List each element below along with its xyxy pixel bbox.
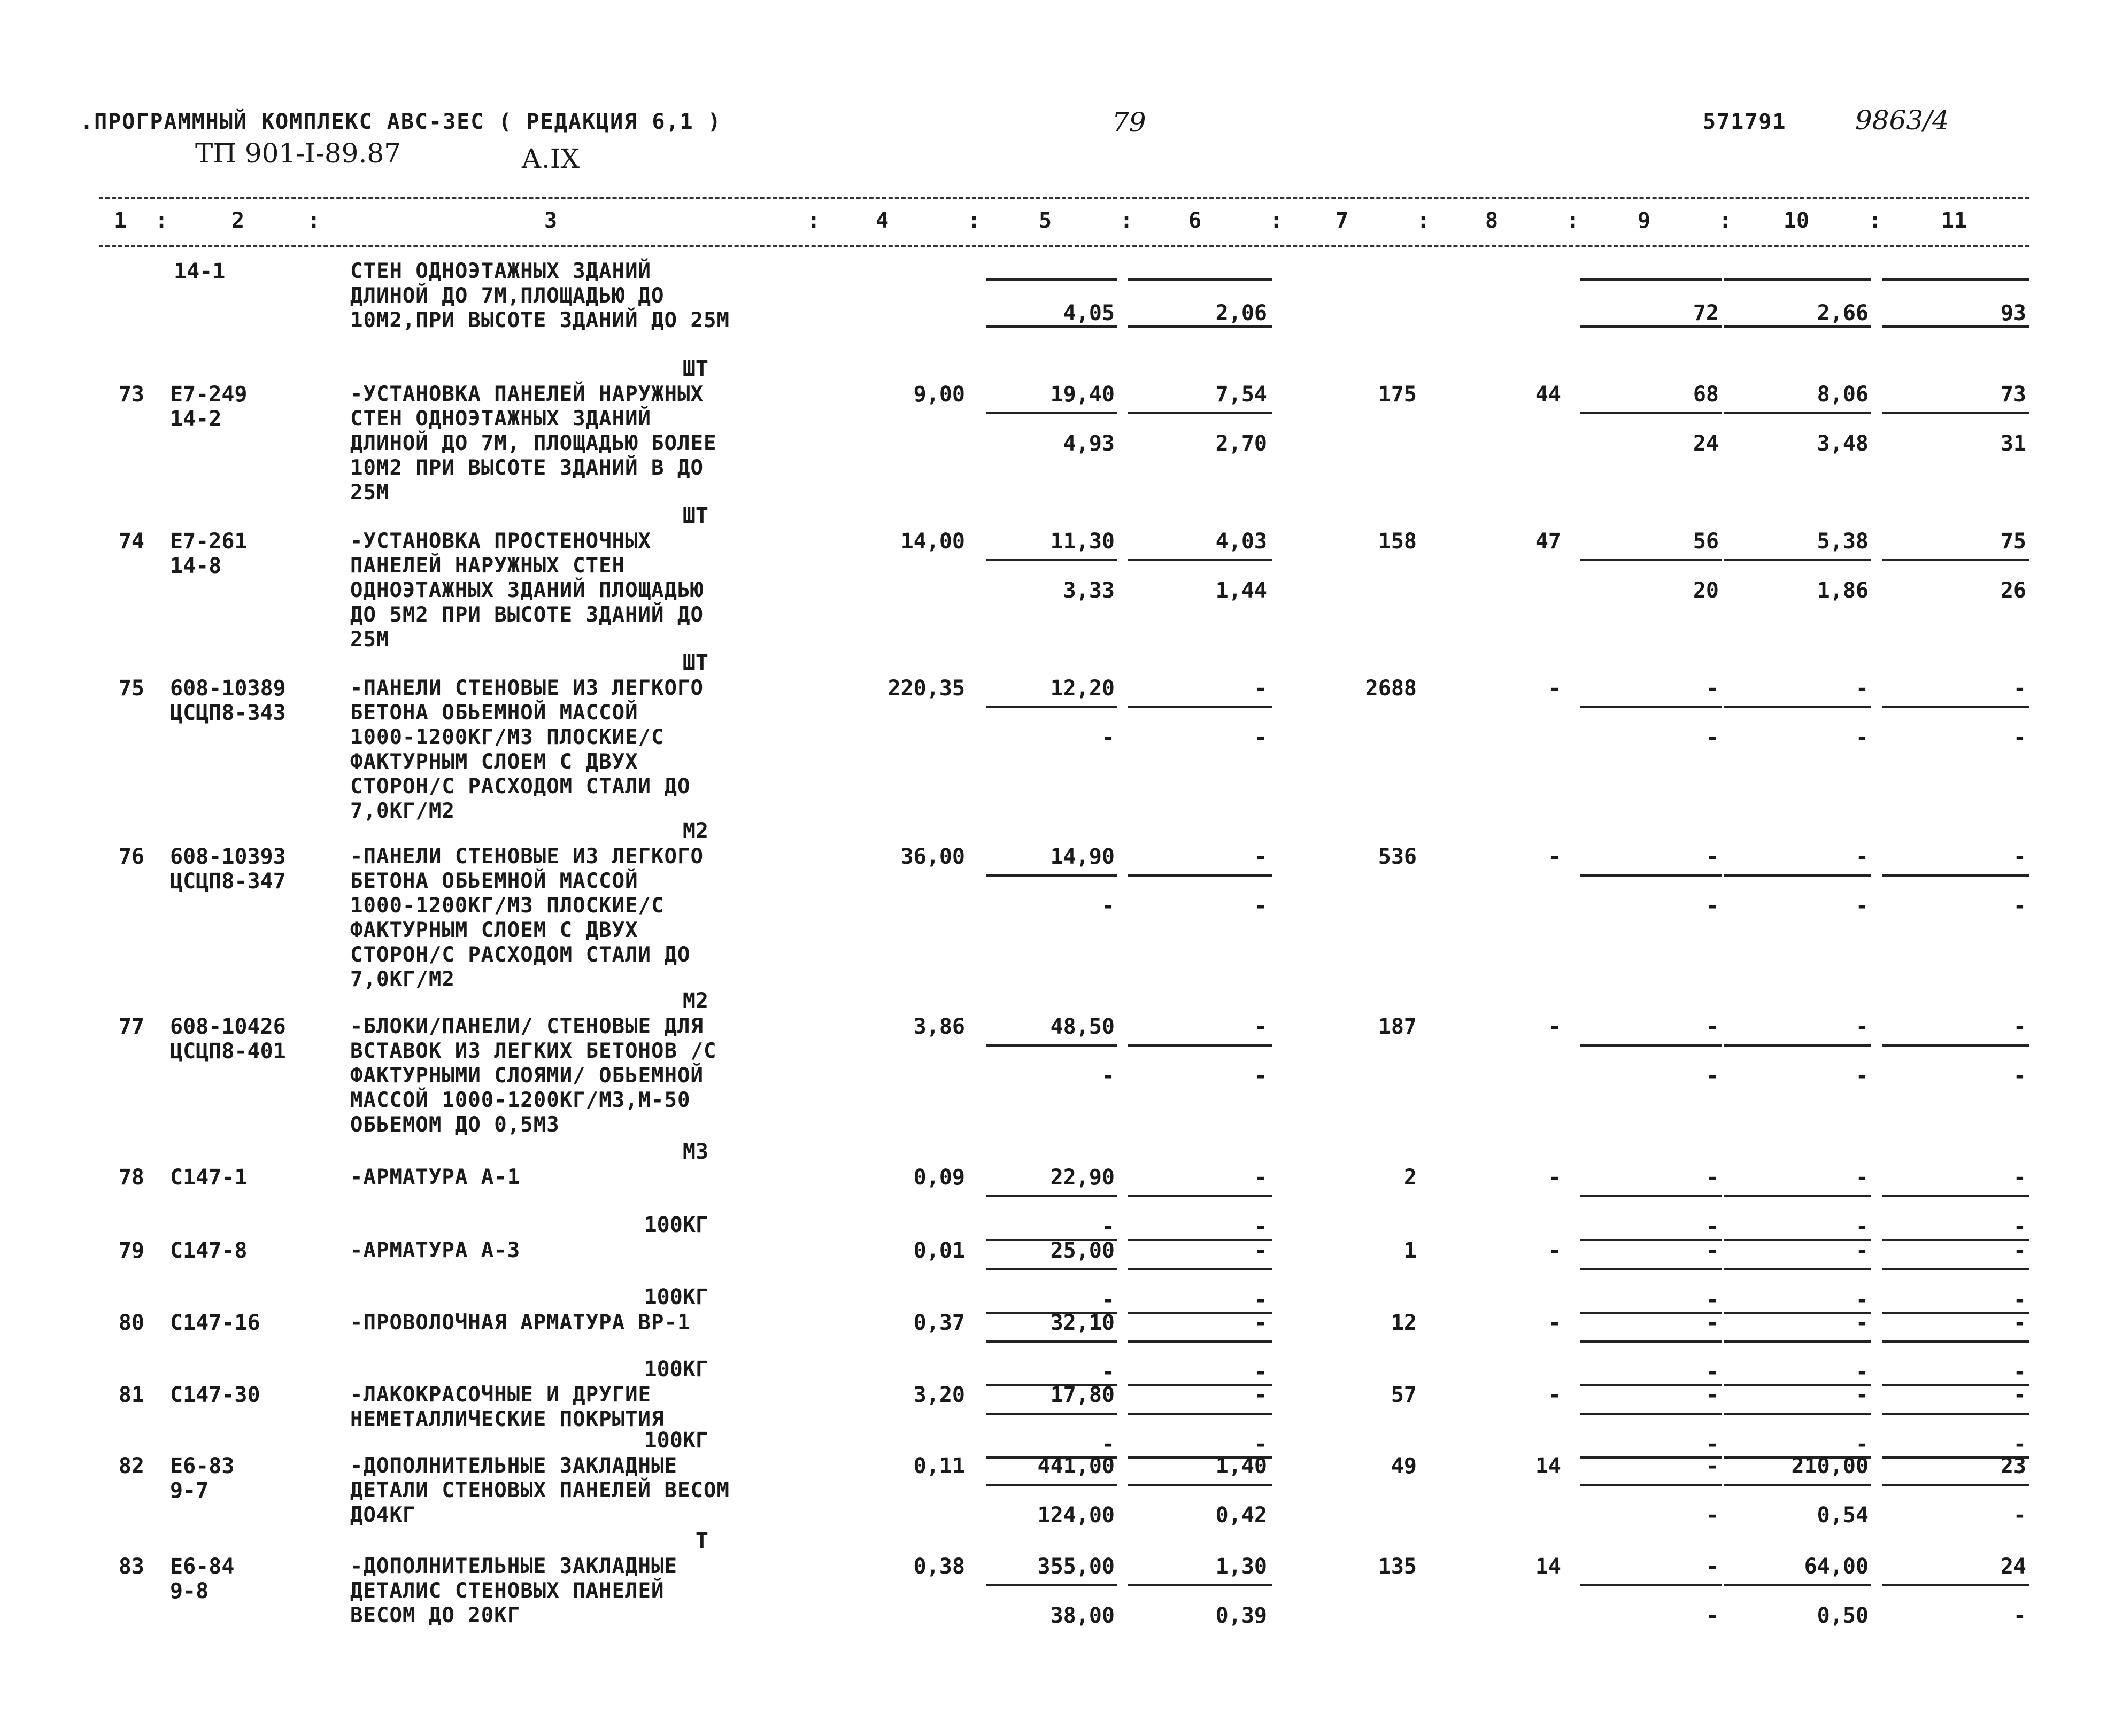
value-line	[1724, 278, 1871, 281]
value-c9-top: 68	[1693, 382, 1719, 407]
unit-label: Т	[695, 1529, 708, 1553]
value-c11-top: 23	[2000, 1454, 2026, 1478]
value-c8: -	[1548, 1383, 1561, 1407]
value-c5-top: 19,40	[1050, 382, 1115, 407]
value-line	[1724, 1044, 1871, 1047]
value-c5-top: 25,00	[1050, 1238, 1115, 1263]
value-c4: 9,00	[913, 382, 965, 407]
value-c9-bottom: -	[1705, 1360, 1719, 1384]
work-description: СТЕН ОДНОЭТАЖНЫХ ЗДАНИЙ ДЛИНОЙ ДО 7М,ПЛОЩАДЬЮ ДО 10М2,ПРИ ВЫСОТЕ ЗДАНИЙ ДО 25М	[350, 259, 730, 332]
value-c11-bottom: -	[2013, 1603, 2026, 1628]
value-c11-bottom: -	[2013, 894, 2026, 918]
value-line	[1580, 1195, 1722, 1197]
value-c10-top: -	[1855, 1238, 1869, 1263]
work-description: -ДОПОЛНИТЕЛЬНЫЕ ЗАКЛАДНЫЕ ДЕТАЛИ СТЕНОВЫХ ПАНЕЛЕЙ ВЕСОМ ДО4КГ	[350, 1454, 730, 1527]
value-c10-top: -	[1855, 676, 1869, 701]
value-c9-top: -	[1705, 844, 1719, 869]
value-line	[1580, 1484, 1722, 1486]
value-line	[1128, 706, 1272, 708]
value-line	[986, 1268, 1117, 1270]
value-c9-top: -	[1705, 1311, 1719, 1335]
value-c5-bottom: -	[1101, 1360, 1115, 1384]
unit-label: ШТ	[682, 356, 708, 381]
value-c6-bottom: -	[1254, 1360, 1267, 1384]
value-c7: 2688	[1365, 676, 1417, 701]
value-c4: 0,37	[913, 1311, 965, 1335]
value-c5-bottom: -	[1101, 1288, 1115, 1312]
value-c11-bottom: 93	[2000, 301, 2026, 326]
value-line	[986, 1584, 1117, 1586]
table-top-rule	[99, 197, 2029, 199]
value-line	[1724, 1195, 1871, 1197]
value-c4: 0,09	[913, 1165, 965, 1190]
value-c6-bottom: -	[1254, 1288, 1267, 1312]
value-line	[1882, 1340, 2029, 1343]
value-c9-top: -	[1705, 676, 1719, 701]
value-c11-bottom: 26	[2000, 578, 2026, 603]
value-c9-top: -	[1705, 1454, 1719, 1478]
value-c5-top: 32,10	[1050, 1311, 1115, 1335]
value-line	[986, 1340, 1117, 1343]
value-c9-bottom: -	[1705, 1288, 1719, 1312]
value-c5-bottom: 4,93	[1063, 431, 1115, 456]
basis-code: ЦСЦП8-347	[170, 869, 286, 894]
value-c11-top: -	[2013, 844, 2026, 869]
row-number: 74	[118, 529, 144, 554]
value-c6-bottom: 0,39	[1215, 1603, 1267, 1628]
value-c11-top: -	[2013, 1165, 2026, 1190]
value-c8: -	[1548, 844, 1561, 869]
value-line	[1724, 326, 1871, 328]
rate-code: Е7-261	[170, 529, 248, 554]
value-c11-top: -	[2013, 1383, 2026, 1407]
value-c5-bottom: 38,00	[1050, 1603, 1115, 1628]
work-description: -ПАНЕЛИ СТЕНОВЫЕ ИЗ ЛЕГКОГО БЕТОНА ОБЬЕМНОЙ МАССОЙ 1000-1200КГ/М3 ПЛОСКИЕ/С ФАКТУРНЫМ СЛОЕМ С ДВУХ СТОРОН/С РАСХОДОМ СТАЛИ ДО 7,0КГ/М2	[350, 676, 704, 823]
value-c9-top: -	[1705, 1383, 1719, 1407]
value-line	[986, 706, 1117, 708]
value-line	[1882, 326, 2029, 328]
value-c6-bottom: -	[1254, 1432, 1267, 1456]
value-c10-bottom: -	[1855, 1064, 1869, 1088]
value-c11-top: 73	[2000, 382, 2026, 407]
program-header: .ПРОГРАММНЫЙ КОМПЛЕКС АВС-ЗЕС ( РЕДАКЦИЯ 6,1 )	[80, 110, 722, 134]
value-c7: 57	[1391, 1383, 1417, 1407]
value-c6-bottom: 2,06	[1215, 301, 1267, 326]
row-number: 73	[118, 382, 144, 407]
value-c9-top: -	[1705, 1014, 1719, 1039]
value-line	[986, 412, 1117, 414]
value-c6-top: -	[1254, 676, 1267, 701]
value-line	[986, 874, 1117, 877]
work-description: -АРМАТУРА А-1	[350, 1165, 521, 1189]
document-number: 571791	[1703, 110, 1787, 134]
value-c10-top: -	[1855, 1165, 1869, 1190]
column-separator: :	[1566, 208, 1580, 233]
row-number: 78	[118, 1165, 144, 1190]
value-c10-top: -	[1855, 1383, 1869, 1407]
unit-label: 100КГ	[644, 1428, 708, 1453]
value-c9-bottom: -	[1705, 1214, 1719, 1239]
value-line	[1882, 1044, 2029, 1047]
value-line	[1882, 1584, 2029, 1586]
value-line	[1882, 1195, 2029, 1197]
value-line	[1580, 1413, 1722, 1415]
value-c8: -	[1548, 676, 1561, 701]
value-line	[1724, 1268, 1871, 1270]
work-description: -БЛОКИ/ПАНЕЛИ/ СТЕНОВЫЕ ДЛЯ ВСТАВОК ИЗ ЛЕГКИХ БЕТОНОВ /С ФАКТУРНЫМИ СЛОЯМИ/ ОБЬЕМНОЙ МАССОЙ 1000-1200КГ/М3,М-50 ОБЬЕМОМ ДО 0,5М3	[350, 1014, 717, 1137]
value-line	[1724, 559, 1871, 561]
value-line	[986, 1413, 1117, 1415]
handwritten-archive-number: 9863/4	[1855, 105, 1949, 136]
row-number: 77	[118, 1014, 144, 1039]
rate-code: Е6-84	[170, 1554, 235, 1579]
column-separator: :	[1719, 208, 1732, 233]
value-c4: 36,00	[900, 844, 965, 869]
value-c8: 14	[1535, 1554, 1561, 1579]
column-header-6: 6	[1188, 208, 1202, 233]
value-c11-top: 24	[2000, 1554, 2026, 1579]
value-line	[986, 559, 1117, 561]
column-header-2: 2	[231, 208, 245, 233]
basis-code: ЦСЦП8-401	[170, 1039, 286, 1064]
work-description: -ЛАКОКРАСОЧНЫЕ И ДРУГИЕ НЕМЕТАЛЛИЧЕСКИЕ ПОКРЫТИЯ	[350, 1383, 665, 1431]
unit-label: 100КГ	[644, 1285, 708, 1309]
value-c5-top: 11,30	[1050, 529, 1115, 554]
value-c7: 135	[1378, 1554, 1417, 1579]
value-line	[1882, 1413, 2029, 1415]
value-c7: 158	[1378, 529, 1417, 554]
basis-code: 14-8	[170, 554, 222, 578]
value-c11-bottom: -	[2013, 1360, 2026, 1384]
value-c6-bottom: 0,42	[1215, 1503, 1267, 1528]
value-c5-bottom: 4,05	[1063, 301, 1115, 326]
rate-code: 608-10389	[170, 676, 286, 701]
value-c9-bottom: -	[1705, 1603, 1719, 1628]
unit-label: М2	[682, 989, 708, 1013]
value-line	[1724, 1584, 1871, 1586]
basis-code: 14-1	[174, 259, 226, 284]
value-c11-bottom: -	[2013, 1064, 2026, 1088]
value-line	[1128, 1484, 1272, 1486]
value-line	[1128, 1584, 1272, 1586]
value-c7: 1	[1403, 1238, 1417, 1263]
rate-code: С147-1	[170, 1165, 248, 1190]
value-c8: -	[1548, 1238, 1561, 1263]
value-line	[1882, 706, 2029, 708]
value-c11-bottom: 31	[2000, 431, 2026, 456]
value-line	[1128, 326, 1272, 328]
column-header-1: 1	[113, 208, 127, 233]
value-c7: 536	[1378, 844, 1417, 869]
unit-label: ШТ	[682, 503, 708, 528]
value-line	[1580, 1044, 1722, 1047]
value-c5-top: 355,00	[1037, 1554, 1115, 1579]
value-line	[986, 1044, 1117, 1047]
basis-code: 14-2	[170, 407, 222, 431]
value-line	[1724, 1340, 1871, 1343]
value-c9-bottom: -	[1705, 1503, 1719, 1528]
row-number: 75	[118, 676, 144, 701]
value-line	[1580, 326, 1722, 328]
value-c10-bottom: -	[1855, 894, 1869, 918]
value-c10-bottom: -	[1855, 1360, 1869, 1384]
value-c11-bottom: -	[2013, 1288, 2026, 1312]
value-c11-top: -	[2013, 1311, 2026, 1335]
column-header-5: 5	[1038, 208, 1052, 233]
column-separator: :	[1869, 208, 1882, 233]
value-c8: -	[1548, 1014, 1561, 1039]
value-c11-bottom: -	[2013, 1214, 2026, 1239]
value-line	[1580, 1584, 1722, 1586]
column-separator: :	[1417, 208, 1430, 233]
value-line	[1580, 559, 1722, 561]
value-c10-top: -	[1855, 844, 1869, 869]
value-c10-top: 5,38	[1817, 529, 1869, 554]
value-c5-bottom: 124,00	[1037, 1503, 1115, 1528]
work-description: -ДОПОЛНИТЕЛЬНЫЕ ЗАКЛАДНЫЕ ДЕТАЛИС СТЕНОВЫХ ПАНЕЛЕЙ ВЕСОМ ДО 20КГ	[350, 1554, 677, 1627]
value-line	[1882, 278, 2029, 281]
value-line	[1882, 412, 2029, 414]
value-line	[1128, 1268, 1272, 1270]
value-c5-top: 22,90	[1050, 1165, 1115, 1190]
value-c6-bottom: -	[1254, 1214, 1267, 1239]
value-c5-top: 17,80	[1050, 1383, 1115, 1407]
column-separator: :	[307, 208, 321, 233]
row-number: 80	[118, 1311, 144, 1335]
value-c10-bottom: 0,50	[1817, 1603, 1869, 1628]
rate-code: 608-10426	[170, 1014, 286, 1039]
value-line	[986, 326, 1117, 328]
value-c10-bottom: 1,86	[1817, 578, 1869, 603]
value-line	[1882, 1484, 2029, 1486]
album-number: А.IX	[521, 143, 580, 174]
value-c10-top: -	[1855, 1014, 1869, 1039]
value-c10-bottom: -	[1855, 725, 1869, 750]
value-c6-top: 1,30	[1215, 1554, 1267, 1579]
value-c7: 49	[1391, 1454, 1417, 1478]
value-line	[1580, 1268, 1722, 1270]
value-c4: 0,01	[913, 1238, 965, 1263]
value-c7: 175	[1378, 382, 1417, 407]
value-c8: 47	[1535, 529, 1561, 554]
value-c10-bottom: 2,66	[1817, 301, 1869, 326]
value-line	[1724, 874, 1871, 877]
value-c7: 187	[1378, 1014, 1417, 1039]
value-c10-bottom: -	[1855, 1288, 1869, 1312]
value-line	[1724, 1413, 1871, 1415]
value-c11-bottom: -	[2013, 725, 2026, 750]
value-line	[1128, 1044, 1272, 1047]
rate-code: Е7-249	[170, 382, 248, 407]
row-number: 82	[118, 1454, 144, 1478]
value-c6-top: 7,54	[1215, 382, 1267, 407]
value-c10-top: 8,06	[1817, 382, 1869, 407]
value-line	[1882, 874, 2029, 877]
basis-code: ЦСЦП8-343	[170, 701, 286, 725]
value-line	[1724, 706, 1871, 708]
column-header-3: 3	[544, 208, 558, 233]
value-c10-top: 64,00	[1804, 1554, 1869, 1579]
value-line	[1128, 1195, 1272, 1197]
rate-code: С147-30	[170, 1383, 260, 1407]
column-header-11: 11	[1941, 208, 1967, 233]
value-line	[1580, 412, 1722, 414]
value-c9-bottom: -	[1705, 1432, 1719, 1456]
column-header-4: 4	[875, 208, 889, 233]
row-number: 83	[118, 1554, 144, 1579]
value-c9-top: -	[1705, 1554, 1719, 1579]
value-c11-top: -	[2013, 1014, 2026, 1039]
column-header-9: 9	[1637, 208, 1651, 233]
value-c11-top: -	[2013, 1238, 2026, 1263]
value-c11-bottom: -	[2013, 1503, 2026, 1528]
value-line	[986, 1195, 1117, 1197]
value-c6-bottom: 2,70	[1215, 431, 1267, 456]
value-line	[1580, 1340, 1722, 1343]
value-c10-top: 210,00	[1791, 1454, 1869, 1478]
value-line	[1724, 1484, 1871, 1486]
value-c5-bottom: -	[1101, 1432, 1115, 1456]
value-line	[1128, 278, 1272, 281]
value-line	[1128, 412, 1272, 414]
work-description: -АРМАТУРА А-3	[350, 1238, 521, 1262]
value-c5-top: 12,20	[1050, 676, 1115, 701]
value-c11-top: 75	[2000, 529, 2026, 554]
value-line	[1580, 278, 1722, 281]
value-c7: 12	[1391, 1311, 1417, 1335]
work-description: -ПРОВОЛОЧНАЯ АРМАТУРА ВР-1	[350, 1311, 691, 1335]
rate-code: С147-8	[170, 1238, 248, 1263]
work-description: -УСТАНОВКА ПРОСТЕНОЧНЫХ ПАНЕЛЕЙ НАРУЖНЫХ СТЕН ОДНОЭТАЖНЫХ ЗДАНИЙ ПЛОЩАДЬЮ ДО 5М2 ПРИ ВЫСОТЕ ЗДАНИЙ ДО 25М	[350, 529, 704, 652]
value-c5-bottom: 3,33	[1063, 578, 1115, 603]
value-line	[1128, 559, 1272, 561]
value-c4: 0,11	[913, 1454, 965, 1478]
value-c10-bottom: 3,48	[1817, 431, 1869, 456]
value-c4: 3,86	[913, 1014, 965, 1039]
column-header-7: 7	[1335, 208, 1349, 233]
row-number: 79	[118, 1238, 144, 1263]
unit-label: 100КГ	[644, 1213, 708, 1237]
project-code: ТП 901-I-89.87	[195, 138, 401, 169]
value-c6-top: -	[1254, 1014, 1267, 1039]
value-c9-bottom: 24	[1693, 431, 1719, 456]
value-c11-bottom: -	[2013, 1432, 2026, 1456]
value-c6-top: -	[1254, 1383, 1267, 1407]
value-line	[1882, 1268, 2029, 1270]
column-header-8: 8	[1485, 208, 1499, 233]
column-separator: :	[807, 208, 821, 233]
value-line	[986, 278, 1117, 281]
value-c7: 2	[1403, 1165, 1417, 1190]
value-line	[1580, 706, 1722, 708]
value-c6-top: 4,03	[1215, 529, 1267, 554]
rate-code: С147-16	[170, 1311, 260, 1335]
work-description: -ПАНЕЛИ СТЕНОВЫЕ ИЗ ЛЕГКОГО БЕТОНА ОБЬЕМНОЙ МАССОЙ 1000-1200КГ/М3 ПЛОСКИЕ/С ФАКТУРНЫМ СЛОЕМ С ДВУХ СТОРОН/С РАСХОДОМ СТАЛИ ДО 7,0КГ/М2	[350, 844, 704, 991]
value-c8: 44	[1535, 382, 1561, 407]
value-c5-bottom: -	[1101, 725, 1115, 750]
value-c6-top: 1,40	[1215, 1454, 1267, 1478]
work-description: -УСТАНОВКА ПАНЕЛЕЙ НАРУЖНЫХ СТЕН ОДНОЭТАЖНЫХ ЗДАНИЙ ДЛИНОЙ ДО 7М, ПЛОЩАДЬЮ БОЛЕЕ 10М2 ПРИ ВЫСОТЕ ЗДАНИЙ В ДО 25М	[350, 382, 717, 505]
page-number: 79	[1112, 107, 1146, 138]
row-number: 76	[118, 844, 144, 869]
value-c10-bottom: -	[1855, 1214, 1869, 1239]
value-line	[1128, 1413, 1272, 1415]
value-line	[1724, 412, 1871, 414]
value-c6-bottom: 1,44	[1215, 578, 1267, 603]
value-c4: 14,00	[900, 529, 965, 554]
value-c9-bottom: 72	[1693, 301, 1719, 326]
unit-label: ШТ	[682, 650, 708, 675]
value-c8: -	[1548, 1311, 1561, 1335]
value-c9-top: -	[1705, 1165, 1719, 1190]
value-c10-bottom: 0,54	[1817, 1503, 1869, 1528]
value-c9-bottom: -	[1705, 725, 1719, 750]
value-c6-top: -	[1254, 1165, 1267, 1190]
column-header-10: 10	[1783, 208, 1810, 233]
rate-code: 608-10393	[170, 844, 286, 869]
unit-label: М2	[682, 819, 708, 843]
unit-label: 100КГ	[644, 1357, 708, 1382]
column-separator: :	[968, 208, 981, 233]
value-c9-bottom: -	[1705, 894, 1719, 918]
value-c6-bottom: -	[1254, 1064, 1267, 1088]
value-c9-top: 56	[1693, 529, 1719, 554]
value-c6-top: -	[1254, 1238, 1267, 1263]
value-line	[1882, 559, 2029, 561]
column-separator: :	[155, 208, 168, 233]
value-c5-top: 441,00	[1037, 1454, 1115, 1478]
table-header-rule	[99, 245, 2029, 247]
value-c6-top: -	[1254, 844, 1267, 869]
value-c5-bottom: -	[1101, 1214, 1115, 1239]
row-number: 81	[118, 1383, 144, 1407]
value-c6-bottom: -	[1254, 725, 1267, 750]
value-c11-top: -	[2013, 676, 2026, 701]
value-c8: 14	[1535, 1454, 1561, 1478]
value-c4: 0,38	[913, 1554, 965, 1579]
unit-label: М3	[682, 1140, 708, 1164]
value-c9-top: -	[1705, 1238, 1719, 1263]
value-c9-bottom: -	[1705, 1064, 1719, 1088]
value-c10-top: -	[1855, 1311, 1869, 1335]
value-c9-bottom: 20	[1693, 578, 1719, 603]
basis-code: 9-7	[170, 1478, 209, 1503]
value-c8: -	[1548, 1165, 1561, 1190]
value-line	[986, 1484, 1117, 1486]
value-c10-bottom: -	[1855, 1432, 1869, 1456]
value-c4: 3,20	[913, 1383, 965, 1407]
value-c5-top: 48,50	[1050, 1014, 1115, 1039]
value-line	[1128, 874, 1272, 877]
value-c6-top: -	[1254, 1311, 1267, 1335]
value-c6-bottom: -	[1254, 894, 1267, 918]
basis-code: 9-8	[170, 1579, 209, 1603]
rate-code: Е6-83	[170, 1454, 235, 1478]
value-c5-bottom: -	[1101, 894, 1115, 918]
column-separator: :	[1270, 208, 1283, 233]
value-c4: 220,35	[887, 676, 965, 701]
column-separator: :	[1120, 208, 1133, 233]
value-c5-bottom: -	[1101, 1064, 1115, 1088]
value-c5-top: 14,90	[1050, 844, 1115, 869]
value-line	[1128, 1340, 1272, 1343]
value-line	[1580, 874, 1722, 877]
